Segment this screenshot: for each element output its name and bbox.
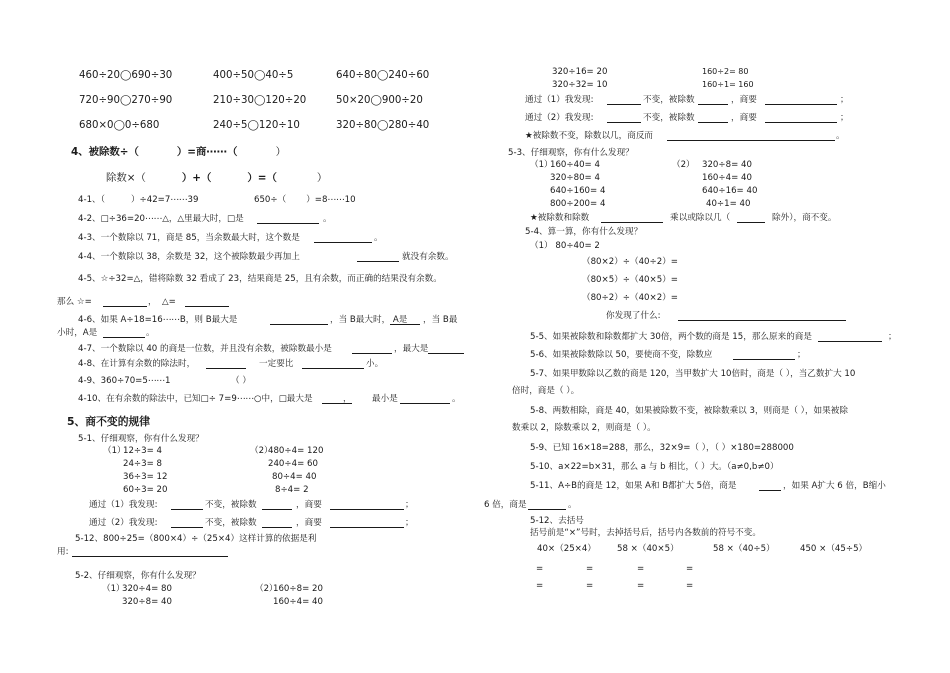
q5-1-find-2-blank-a[interactable] [171, 527, 203, 528]
q4-6-mid: ，当 B最大时， A是 [330, 315, 408, 325]
q5-4-calc-4: （80÷2）÷（40×2）= [582, 293, 678, 303]
r-star-1-blank[interactable] [667, 140, 835, 141]
q4-3-blank[interactable] [314, 242, 372, 243]
r-find-2-end: ； [840, 113, 849, 123]
q5-1-find-1-blank-c[interactable] [330, 509, 404, 510]
q5-1-g2-eq1: 480÷4= 120 [268, 446, 324, 456]
q5-1-find-1: 通过（1）我发现: [89, 500, 158, 510]
q4-2-blank[interactable] [257, 223, 319, 224]
eq-2b: = [586, 581, 594, 591]
q5-8-line2: 数乘以 2，除数乘以 2，则商是（ ）。 [512, 423, 656, 433]
r-star-2-blank-a[interactable] [601, 222, 663, 223]
q5-3-g1-eq2: 320÷80= 4 [550, 173, 600, 183]
q5-10: 5-10、a×22=b×31，那么 a 与 b 相比，（ ）大。（a≠0,b≠0） [530, 462, 779, 472]
q5-1-group2-label: （2） [250, 446, 273, 456]
eq-1d: = [686, 564, 694, 574]
q4-8-blank-1[interactable] [206, 368, 246, 369]
q4-3: 4-3、一个数除以 71，商是 85，当余数最大时，这个数是 [78, 233, 300, 243]
q5-1-find-2: 通过（2）我发现: [89, 518, 158, 528]
r-star-2-blank-b[interactable] [737, 222, 765, 223]
q5-11: 5-11、A÷B的商是 12，如果 A和 B都扩大 5倍，商是 [530, 481, 737, 491]
q5-1-g2-eq4: 8÷4= 2 [275, 485, 309, 495]
q5-4-calc-3: （80×5）÷（40×5）= [582, 275, 678, 285]
q5-2-group1-label: （1） [102, 584, 125, 594]
q5-11-end: 。 [568, 500, 577, 510]
q4-7-blank-max[interactable] [428, 353, 464, 354]
compare-1b: 400÷50◯40÷5 [213, 70, 294, 81]
q5-12-expr-1: 40×（25×4） [537, 544, 596, 554]
r-find-1-blank-a[interactable] [607, 104, 641, 105]
q4-2-end: 。 [323, 214, 332, 224]
q5-1-find-2-sh: ，商要 [296, 518, 322, 528]
q5-12-line2: 用: [57, 547, 69, 557]
q5-2-h2-eq2: 160÷4= 40 [273, 597, 323, 607]
q4-7-mid: ，最大是 [394, 344, 429, 354]
q5-3: 5-3、仔细观察，你有什么发现？ [508, 148, 634, 158]
compare-3b: 240÷5◯120÷10 [213, 120, 300, 131]
q5-11-line2: 6 倍，商是 [484, 500, 527, 510]
r-top-eq1: 320÷16= 20 [552, 67, 608, 77]
r-find-1-end: ； [840, 95, 849, 105]
q5-2-h1-eq1: 320÷4= 80 [122, 584, 172, 594]
q5-4-calc-2: （80×2）÷（40÷2）= [582, 257, 678, 267]
r-top-eq2: 320÷32= 10 [552, 80, 608, 90]
q4-3-end: 。 [374, 233, 383, 243]
q4-8-end: 小。 [366, 359, 384, 369]
q5-12-blank[interactable] [72, 556, 228, 557]
q5-12-expr-4: 450 ×（45÷5） [800, 544, 868, 554]
q5-2: 5-2、仔细观察，你有什么发现？ [75, 571, 201, 581]
eq-2a: = [536, 581, 544, 591]
q5-1-g2-eq3: 80÷4= 40 [272, 472, 317, 482]
q5-7: 5-7、如果甲数除以乙数的商是 120，当甲数扩大 10倍时，商是（ ），当乙数扩大 10 [530, 369, 856, 379]
q4-8-mid: 一定要比 [259, 359, 294, 369]
q5-3-g2-eq1: 320÷8= 40 [702, 160, 752, 170]
q4-7: 4-7、一个数除以 40 的商是一位数，并且没有余数，被除数最小是 [78, 344, 332, 354]
q4-8: 4-8、在计算有余数的除法时， [78, 359, 196, 369]
q4-4: 4-4、一个数除以 38，余数是 32，这个被除数最少再加上 [78, 252, 300, 262]
r-find-2-mid: 不变，被除数 [643, 113, 695, 123]
r-star-2: ★被除数和除数 [530, 213, 590, 223]
q4-10-end: 。 [452, 394, 461, 404]
q4-10-comma: ， [343, 394, 352, 404]
q5-12-expr-2: 58 ×（40×5） [617, 544, 679, 554]
q4-4-blank[interactable] [357, 261, 399, 262]
compare-2b: 210÷30◯120÷20 [213, 95, 307, 106]
eq-1c: = [637, 564, 645, 574]
compare-1a: 460÷20◯690÷30 [79, 70, 173, 81]
q4-1: 4-1、（ ）÷42=7⋯⋯39 [78, 195, 199, 205]
q5-4-found-blank[interactable] [678, 320, 846, 321]
eq-2d: = [686, 581, 694, 591]
q5-11-blank-2[interactable] [528, 509, 566, 510]
r-star-1-end: 。 [836, 131, 845, 141]
q4-6-tail: ，当 B最 [423, 315, 458, 325]
q5-1-group1-label: （1） [103, 446, 126, 456]
compare-3a: 680×0◯0÷680 [79, 120, 160, 131]
q5-2-group2-label: （2） [255, 584, 278, 594]
q5-1-g1-eq2: 24÷3= 8 [123, 459, 163, 469]
q5-9: 5-9、已知 16×18=288，那么，32×9=（ ），（ ）×180=288000 [530, 443, 794, 453]
q5-1-g1-eq4: 60÷3= 20 [123, 485, 168, 495]
q5-1-find-1-mid: 不变，被除数 [205, 500, 257, 510]
q4-5-blank-triangle[interactable] [185, 306, 229, 307]
eq-1b: = [586, 564, 594, 574]
q4-6-line2: 小时，A是 [57, 328, 98, 338]
q5-7-line2: 倍时，商是（ ）。 [512, 386, 580, 396]
q5-5-blank[interactable] [818, 341, 882, 342]
q4-6-blank-a[interactable] [390, 324, 420, 325]
q5-3-g2-eq4: 40÷1= 40 [706, 199, 751, 209]
q5-4-found: 你发现了什么: [606, 311, 661, 321]
r-find-1: 通过（1）我发现: [525, 95, 594, 105]
r-top2-eq2: 160÷1= 160 [702, 80, 754, 89]
q4-8-blank-2[interactable] [302, 368, 364, 369]
q5-3-group1-label: （1） [530, 160, 553, 170]
q4-6: 4-6、如果 A÷18=16⋯⋯B，则 B最大是 [78, 315, 238, 325]
q5-12-title: 5-12、去括号 [530, 516, 584, 526]
q5-6-blank[interactable] [733, 359, 795, 360]
compare-2a: 720÷90◯270÷90 [79, 95, 173, 106]
q5-12-expr-3: 58 ×（40÷5） [713, 544, 775, 554]
q5-3-group2-label: （2） [672, 160, 695, 170]
q4-6-blank-a-min[interactable] [103, 337, 145, 338]
q5-11-blank-1[interactable] [759, 490, 781, 491]
q5-6-end: ； [797, 350, 806, 360]
q5-1-g2-eq2: 240÷4= 60 [268, 459, 318, 469]
q5-3-g1-eq3: 640÷160= 4 [550, 186, 606, 196]
q5-6: 5-6、如果被除数除以 50，要使商不变，除数应 [530, 350, 713, 360]
q4-1-second: 650÷（ ）=8⋯⋯10 [254, 195, 356, 205]
compare-3c: 320÷80◯280÷40 [336, 120, 430, 131]
r-star-1: ★被除数不变，除数以几，商反而 [525, 131, 654, 141]
q5-3-g2-eq3: 640÷16= 40 [702, 186, 758, 196]
q5-1-find-1-blank-b[interactable] [262, 509, 292, 510]
q5-4: 5-4、算一算，你有什么发现？ [525, 227, 643, 237]
q5-5: 5-5、如果被除数和除数都扩大 30倍，两个数的商是 15，那么原来的商是 [530, 332, 812, 342]
q5-1-g1-eq1: 12÷3= 4 [123, 446, 163, 456]
section-5-title: 5、商不变的规律 [67, 415, 151, 428]
q4-5-blank-star[interactable] [103, 306, 147, 307]
q5-1-find-1-end: ； [405, 500, 414, 510]
r-find-1-blank-b[interactable] [698, 104, 728, 105]
section-4-formula: 除数×（ ）+（ ）=（ ） [106, 172, 328, 184]
q4-4-end: 就没有余数。 [402, 252, 454, 262]
r-find-2-blank-a[interactable] [607, 122, 641, 123]
q4-10: 4-10、在有余数的除法中，已知□÷ 7=9⋯⋯○中，□最大是 [78, 394, 313, 404]
q5-2-h2-eq1: 160÷8= 20 [273, 584, 323, 594]
q5-1-find-2-blank-b[interactable] [262, 527, 292, 528]
q4-6-blank-b[interactable] [270, 324, 328, 325]
q5-12-rule: 括号前是“×”号时，去掉括号后，括号内各数前的符号不变。 [530, 528, 761, 538]
q5-11-mid: ，如果 A扩大 6 倍，B缩小 [783, 481, 886, 491]
q5-12: 5-12、800÷25=（800×4）÷（25×4）这样计算的依据是利 [75, 534, 317, 544]
eq-2c: = [637, 581, 645, 591]
q5-3-g2-eq2: 160÷4= 40 [702, 173, 752, 183]
r-star-2-end: 除外），商不变。 [772, 213, 837, 223]
q5-1-find-2-blank-c[interactable] [330, 527, 404, 528]
r-find-2-blank-b[interactable] [698, 122, 728, 123]
eq-1a: = [536, 564, 544, 574]
q4-5-comma: ， [148, 297, 157, 307]
q4-9: 4-9、360÷70=5⋯⋯1 [78, 376, 171, 386]
r-top2-eq1: 160÷2= 80 [702, 67, 749, 76]
q5-8: 5-8、两数相除，商是 40，如果被除数不变，被除数乘以 3，则商是（ ），如果被除 [530, 406, 848, 416]
q5-4-calc-1: （1） 80÷40= 2 [530, 241, 600, 251]
q5-1-find-2-end: ； [405, 518, 414, 528]
compare-1c: 640÷80◯240÷60 [336, 70, 430, 81]
section-4-title: 4、被除数÷（ ）=商⋯⋯（ ） [71, 146, 286, 158]
q5-1: 5-1、仔细观察，你有什么发现？ [78, 434, 204, 444]
r-find-1-mid: 不变，被除数 [643, 95, 695, 105]
compare-2c: 50×20◯900÷20 [336, 95, 423, 106]
r-star-2-mid: 乘以或除以几（ [670, 213, 731, 223]
r-find-2: 通过（2）我发现: [525, 113, 594, 123]
q4-7-blank-min[interactable] [352, 353, 392, 354]
r-find-2-sh: ，商要 [731, 113, 757, 123]
q5-3-g1-eq1: 160÷40= 4 [550, 160, 600, 170]
q5-1-find-2-mid: 不变，被除数 [205, 518, 257, 528]
q4-9-judge: （ ） [231, 376, 251, 386]
q5-1-find-1-sh: ，商要 [296, 500, 322, 510]
r-find-1-blank-c[interactable] [765, 104, 837, 105]
r-find-1-sh: ，商要 [731, 95, 757, 105]
q5-1-g1-eq3: 36÷3= 12 [123, 472, 168, 482]
q4-5: 4-5、☆÷32=△，错将除数 32 看成了 23，结果商是 25，且有余数，而正确的结果没有余数。 [78, 274, 442, 284]
q4-5-answer-b: △= [162, 297, 176, 307]
r-find-2-blank-c[interactable] [765, 122, 837, 123]
q4-5-answer-a: 那么 ☆= [57, 297, 92, 307]
q4-6-end: 。 [146, 328, 155, 338]
q4-10-blank-min[interactable] [400, 403, 450, 404]
q4-2: 4-2、□÷36=20⋯⋯△，△里最大时，□是 [78, 214, 244, 224]
q5-2-h1-eq2: 320÷8= 40 [122, 597, 172, 607]
q4-10-mid: 最小是 [372, 394, 398, 404]
q5-1-find-1-blank-a[interactable] [171, 509, 203, 510]
q5-5-end: ； [888, 332, 897, 342]
q5-3-g1-eq4: 800÷200= 4 [550, 199, 606, 209]
